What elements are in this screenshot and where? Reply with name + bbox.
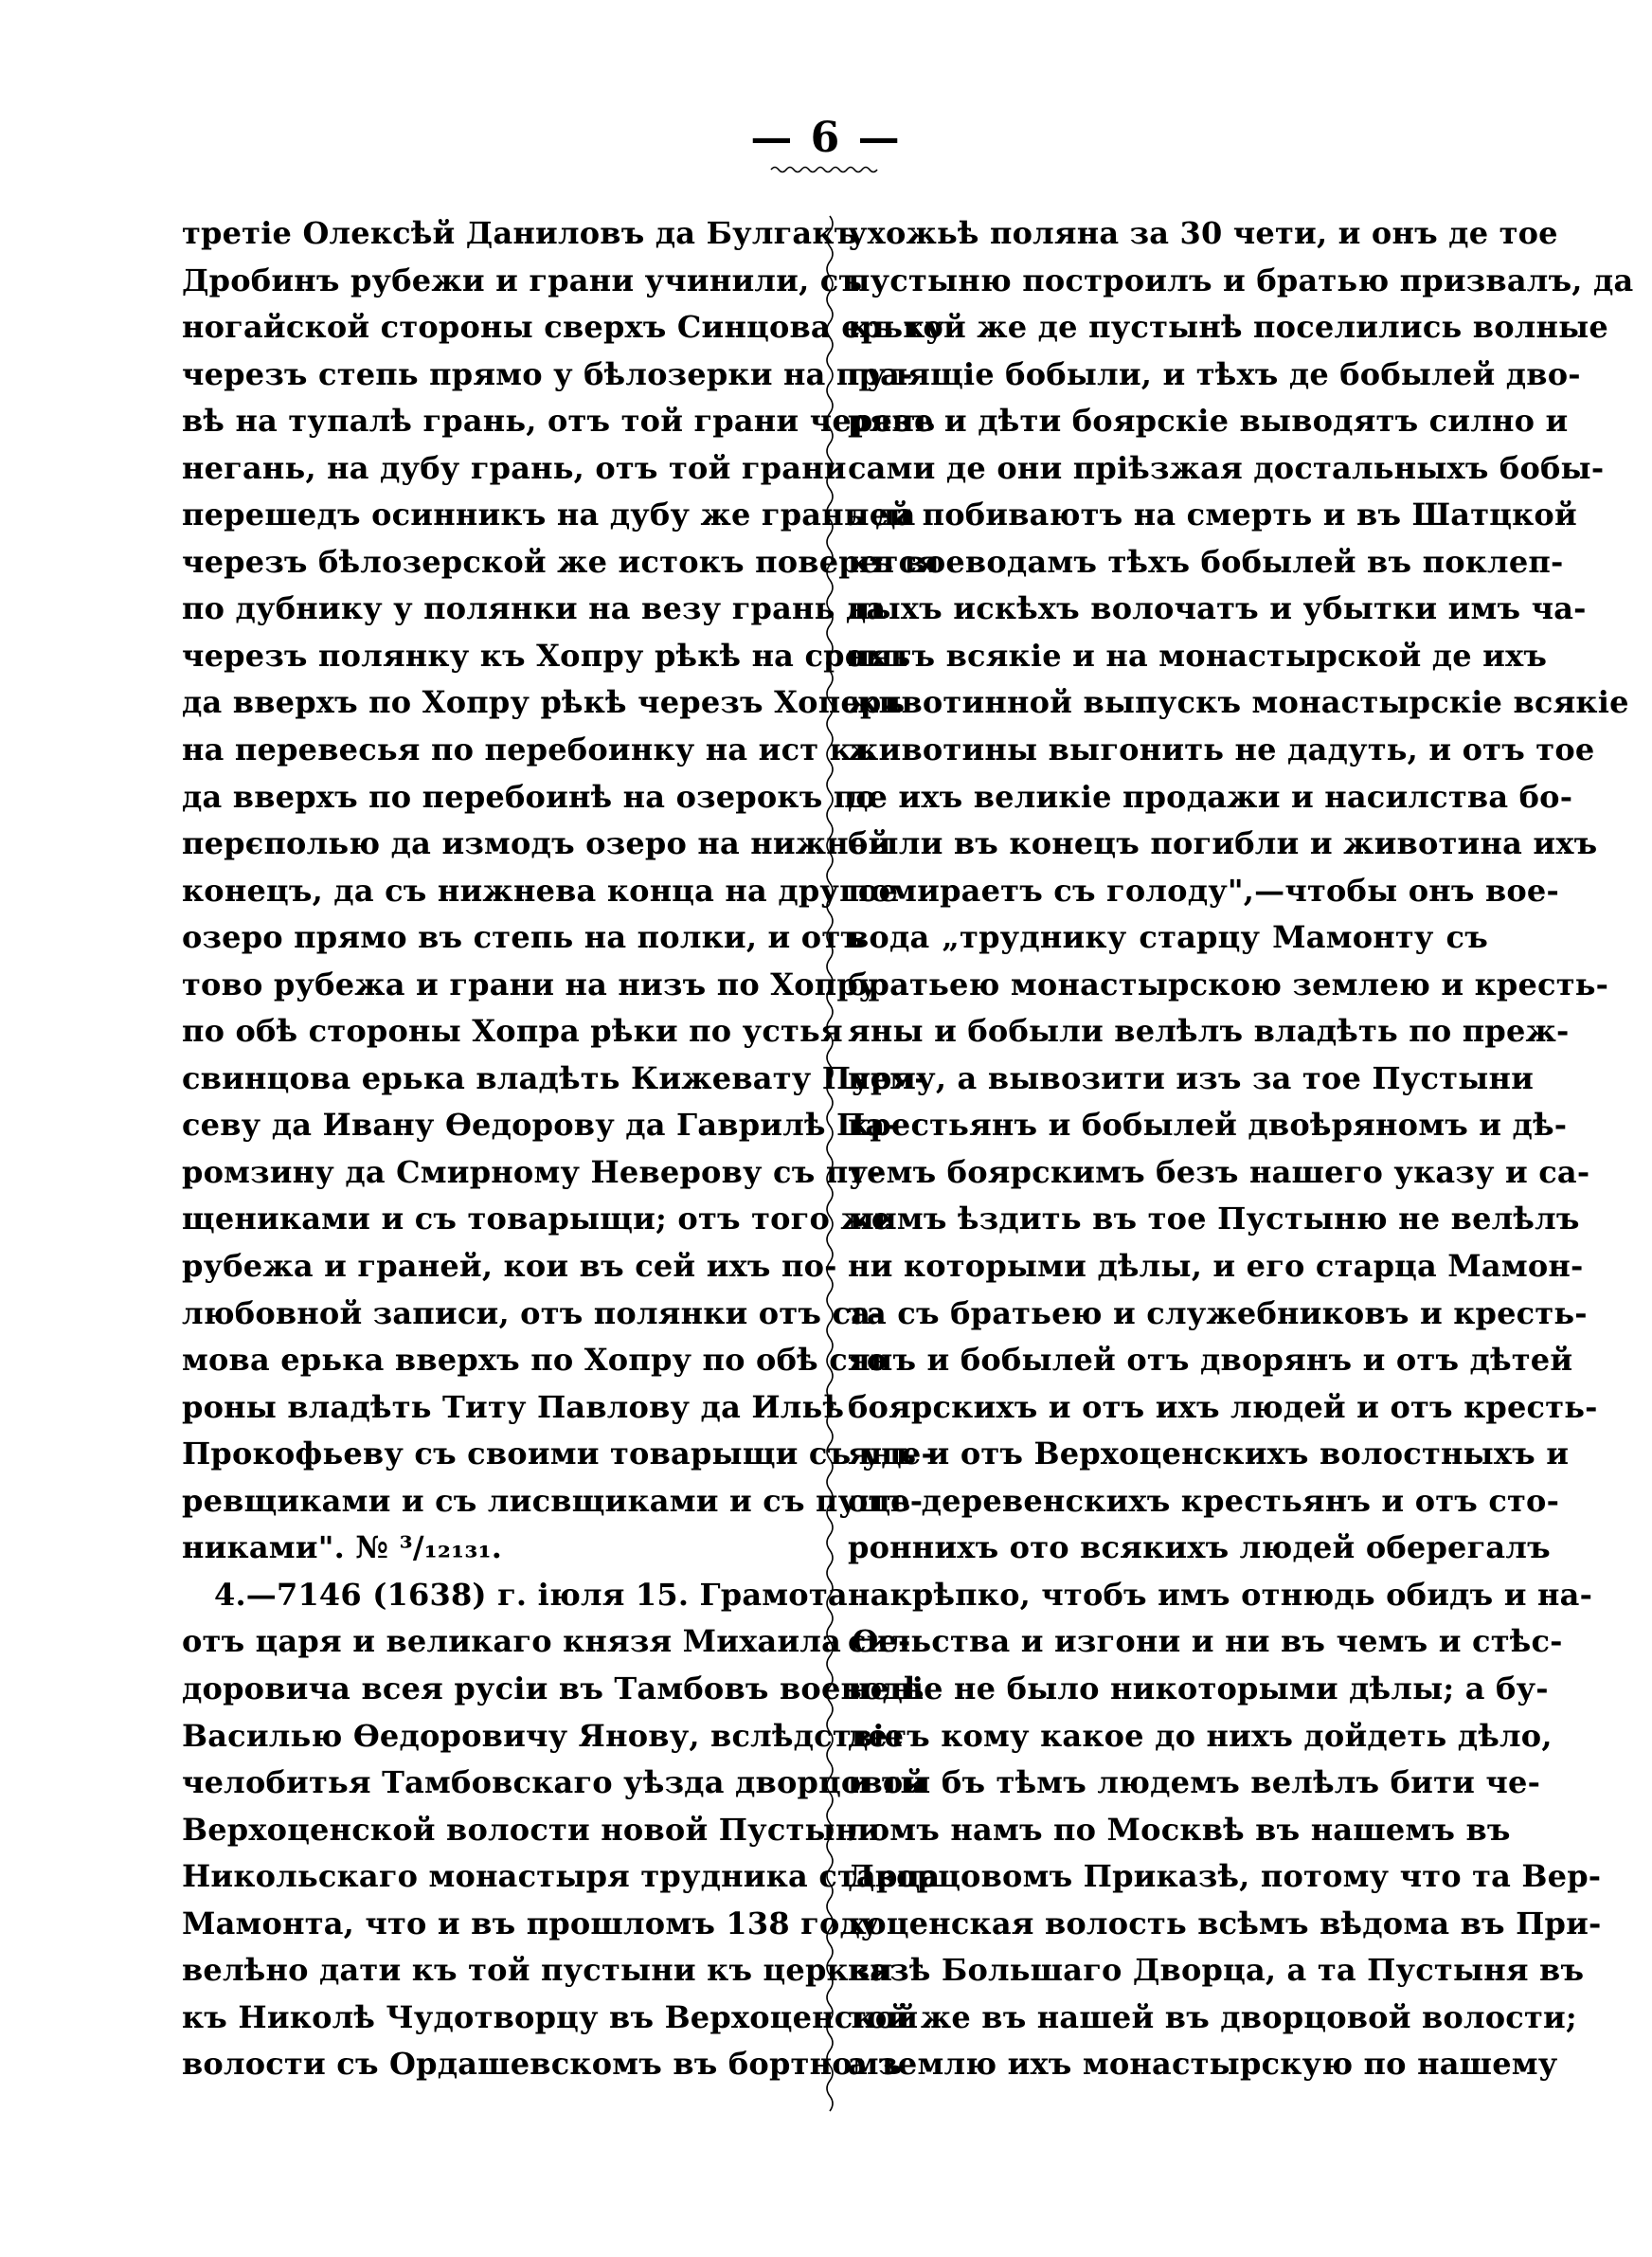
text-line: нему, а вывозити изъ за тое Пустыни [848,1059,1535,1096]
text-line: Дробинъ рубежи и грани учинили, съ [182,262,863,298]
text-line: любовной записи, отъ полянки отъ са- [182,1294,884,1331]
text-line: ногайской стороны сверхъ Синцова ерьку [182,309,945,346]
text-line: были въ конецъ погибли и животина ихъ [848,825,1598,862]
text-line: ухожьѣ поляна за 30 чети, и онъ де тое [848,215,1558,251]
text-line: ромзину да Смирному Неверову съ пу- [182,1153,881,1190]
text-line: никами". № ³/₁₂₁₃₁. [182,1529,503,1566]
text-line: 4.—7146 (1638) г. іюля 15. Грамота [214,1576,848,1613]
text-line: къ Николѣ Чудотворцу въ Верхоценской [182,1998,919,2035]
text-line: по дубнику у полянки на везу грань да [182,590,887,627]
text-line: а землю ихъ монастырскую по нашему [848,2046,1558,2083]
text-line: свинцова ерька владѣть Кижевату Пуря- [182,1059,927,1096]
text-line: той же въ нашей въ дворцовой волости; [848,1998,1577,2035]
text-line: и ты бъ тѣмъ людемъ велѣлъ бити че- [848,1764,1541,1801]
text-line: ни которыми дѣлы, и его старца Мамон- [848,1248,1584,1285]
text-line: роннихъ ото всякихъ людей оберегалъ [848,1529,1551,1566]
text-line: черезъ полянку къ Хопру рѣкѣ на срокъ [182,637,911,674]
text-line: Мамонта, что и въ прошломъ 138 году [182,1905,880,1941]
text-line: янъ и бобылей отъ дворянъ и отъ дѣтей [848,1342,1573,1379]
text-line: де ихъ великіе продажи и насилства бо- [848,778,1573,815]
text-line: ряне и дѣти боярскіе выводятъ силно и [848,403,1569,440]
text-line: севу да Ивану Ѳедорову да Гаврилѣ Па- [182,1107,898,1144]
text-line: къ той же де пустынѣ поселились волные [848,309,1608,346]
wavy-ornament-icon [769,164,883,175]
text-line: перешедъ осинникъ на дубу же грань да [182,497,916,533]
text-line: братьею монастырскою землею и кресть- [848,966,1609,1002]
text-line: детъ кому какое до нихъ дойдеть дѣло, [848,1717,1553,1754]
text-line: отъ царя и великаго князя Михаила Ѳе- [182,1623,911,1660]
text-line: волости съ Ордашевскомъ въ бортномъ [182,2046,903,2083]
text-line: Никольскаго монастыря трудника старца [182,1858,941,1895]
text-line: къ воеводамъ тѣхъ бобылей въ поклеп- [848,543,1564,580]
text-line: мимъ ѣздить въ тое Пустыню не велѣлъ [848,1201,1580,1237]
page-number: — 6 — [750,114,902,162]
text-line: темъ боярскимъ безъ нашего указу и са- [848,1153,1590,1190]
text-line: казѣ Большаго Дворца, а та Пустыня въ [848,1952,1585,1989]
text-line: негань, на дубу грань, отъ той грани [182,449,847,486]
text-line: челобитья Тамбовскаго уѣзда дворцовой [182,1764,926,1801]
text-line: животинной выпускъ монастырскіе всякіе [848,684,1629,721]
text-line: лей побиваютъ на смерть и въ Шатцкой [848,497,1577,533]
text-line: крестьянъ и бобылей двоѣряномъ и дѣ- [848,1107,1568,1144]
text-line: да вверхъ по перебоинѣ на озерокъ по [182,778,876,815]
text-line: черезъ степь прямо у бѣлозерки на пра- [182,355,913,392]
left-column [182,210,945,2088]
text-line: ломъ намъ по Москвѣ въ нашемъ въ [848,1811,1511,1848]
text-line: Прокофьеву съ своими товарыщи съ уде- [182,1435,934,1472]
text-line: мова ерька вверхъ по Хопру по обѣ сто [182,1342,888,1379]
text-line: велѣно дати къ той пустыни къ церкви [182,1952,893,1989]
text-line: третіе Олексѣй Даниловъ да Булгакъ [182,215,858,251]
page-header [0,114,1652,175]
text-line: помираетъ съ голоду",—чтобы онъ вое- [848,872,1559,909]
text-line: боярскихъ и отъ ихъ людей и отъ кресть- [848,1388,1598,1425]
text-line: роны владѣть Титу Павлову да Ильѣ [182,1388,845,1425]
text-line: гулящіе бобыли, и тѣхъ де бобылей дво- [848,355,1581,392]
text-line: озеро прямо въ степь на полки, и отъ [182,919,865,956]
wavy-column-divider [820,216,839,2102]
text-line: ныхъ искѣхъ волочатъ и убытки имъ ча- [848,590,1587,627]
text-line: сильства и изгони и ни въ чемъ и стѣс- [848,1623,1563,1660]
text-line: животины выгонить не дадуть, и отъ тое [848,731,1595,768]
text-line: да вверхъ по Хопру рѣкѣ черезъ Хоперъ [182,684,906,721]
text-line: хоценская волость всѣмъ вѣдома въ При- [848,1905,1602,1941]
text-line: неніе не было никоторыми дѣлы; а бу- [848,1670,1549,1706]
text-line: нятъ всякіе и на монастырской де ихъ [848,637,1548,674]
text-line: пустыню построилъ и братью призвалъ, да [848,262,1634,298]
right-column [848,210,1634,2088]
text-line: щениками и съ товарыщи; отъ того же [182,1201,891,1237]
text-line: на перевесья по перебоинку на ист къ [182,731,875,768]
text-line: накрѣпко, чтобъ имъ отнюдь обидъ и на- [848,1576,1593,1613]
text-line: черезъ бѣлозерской же истокъ поверется [182,543,940,580]
text-line: тово рубежа и грани на низъ по Хопру [182,966,878,1002]
text-line: доровича всея русіи въ Тамбовъ воеводѣ [182,1670,925,1706]
text-line: по обѣ стороны Хопра рѣки по устья [182,1013,843,1050]
text-line: конецъ, да съ нижнева конца на другое [182,872,899,909]
text-line: Дворцовомъ Приказѣ, потому что та Вер- [848,1858,1602,1895]
text-line: яны и бобыли велѣлъ владѣть по преж- [848,1013,1570,1050]
text-line: та съ братьею и служебниковъ и кресть- [848,1294,1588,1331]
text-line: сами де они пріѣзжая достальныхъ бобы- [848,449,1605,486]
text-line: вода „труднику старцу Мамонту съ [848,919,1488,956]
text-line: отъ деревенскихъ крестьянъ и отъ сто- [848,1482,1560,1519]
text-line: рубежа и граней, кои въ сей ихъ по- [182,1248,837,1285]
text-line: Василью Ѳедоровичу Янову, вслѣдствіе [182,1717,905,1754]
text-line: Верхоценской волости новой Пустыни [182,1811,881,1848]
text-line: янъ и отъ Верхоценскихъ волостныхъ и [848,1435,1570,1472]
text-line: ревщиками и съ лисвщиками и съ пуще- [182,1482,924,1519]
text-line: вѣ на тупалѣ грань, отъ той грани черезъ [182,403,936,440]
text-line: перєполью да измодъ озеро на нижней [182,825,891,862]
